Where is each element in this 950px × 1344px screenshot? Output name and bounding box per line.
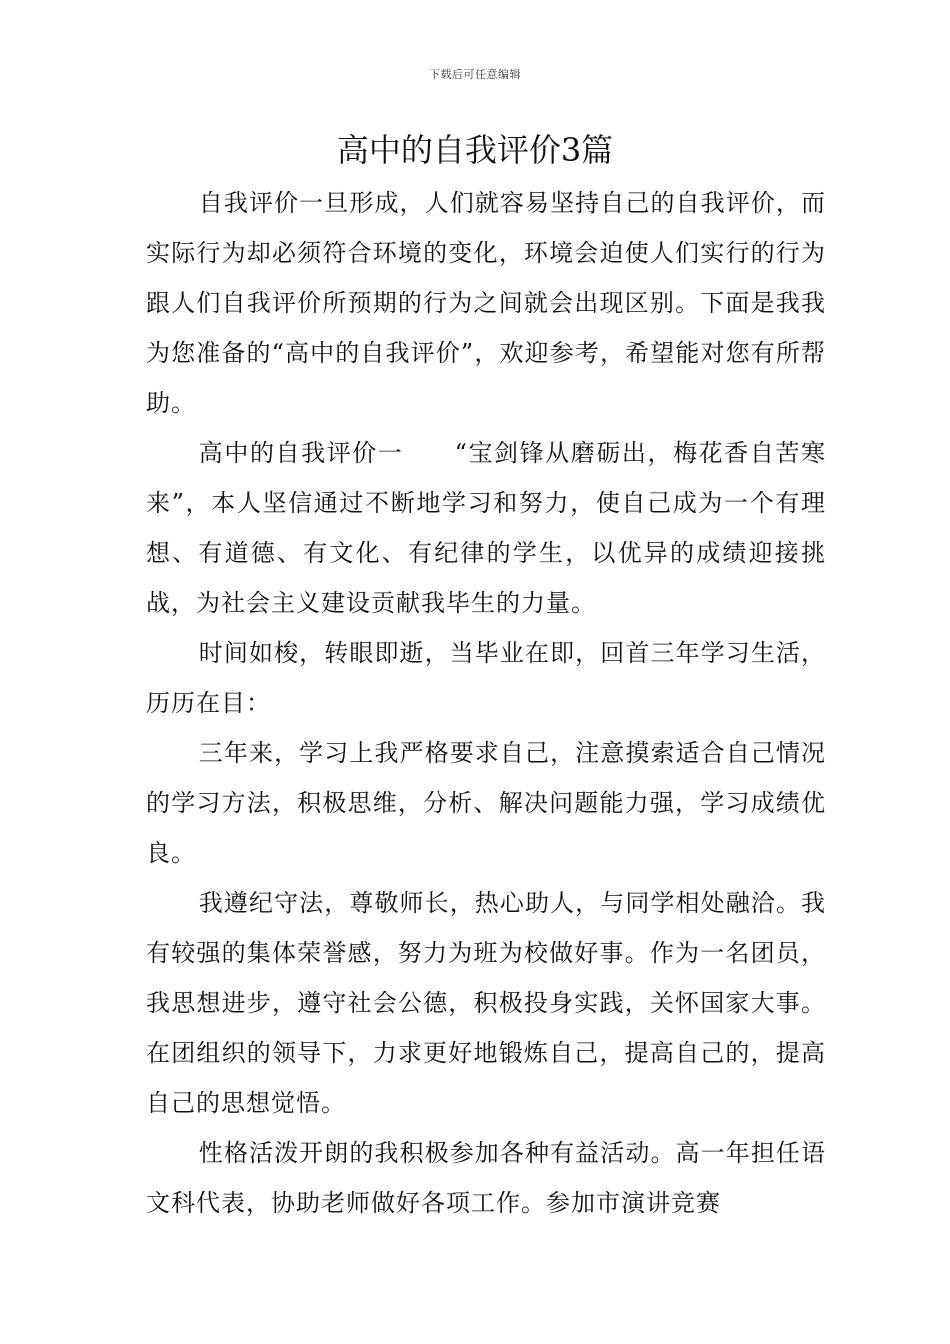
paragraph-5: 性格活泼开朗的我积极参加各种有益活动。高一年担任语文科代表，协助老师做好各项工作。参加市演讲竞赛	[146, 1139, 826, 1217]
page-title: 高中的自我评价3篇	[336, 131, 614, 169]
paragraph-2: 时间如梭，转眼即逝，当毕业在即，回首三年学习生活，历历在目：	[146, 639, 826, 717]
paragraph-4: 我遵纪守法，尊敬师长，热心助人，与同学相处融洽。我有较强的集体荣誉感，努力为班为校做好事。作为一名团员，我思想进步，遵守社会公德，积极投身实践，关怀国家大事。在团组织的领导下，力求更好地锻炼自己，提高自己的，提高自己的思想觉悟。	[146, 889, 826, 1117]
paragraph-intro: 自我评价一旦形成，人们就容易坚持自己的自我评价，而实际行为却必须符合环境的变化，环境会迫使人们实行的行为跟人们自我评价所预期的行为之间就会出现区别。下面是我我为您准备的“高中的自我评价”，欢迎参考，希望能对您有所帮助。	[146, 189, 826, 417]
paragraph-1: 高中的自我评价一 “宝剑锋从磨砺出，梅花香自苦寒来”，本人坚信通过不断地学习和努力，使自己成为一个有理想、有道德、有文化、有纪律的学生，以优异的成绩迎接挑战，为社会主义建设贡献我毕生的力量。	[146, 439, 826, 617]
document-body	[146, 178, 826, 1228]
paragraph-3: 三年来，学习上我严格要求自己，注意摸索适合自己情况的学习方法，积极思维，分析、解决问题能力强，学习成绩优良。	[146, 739, 826, 867]
header-note: 下载后可任意编辑	[429, 68, 521, 81]
